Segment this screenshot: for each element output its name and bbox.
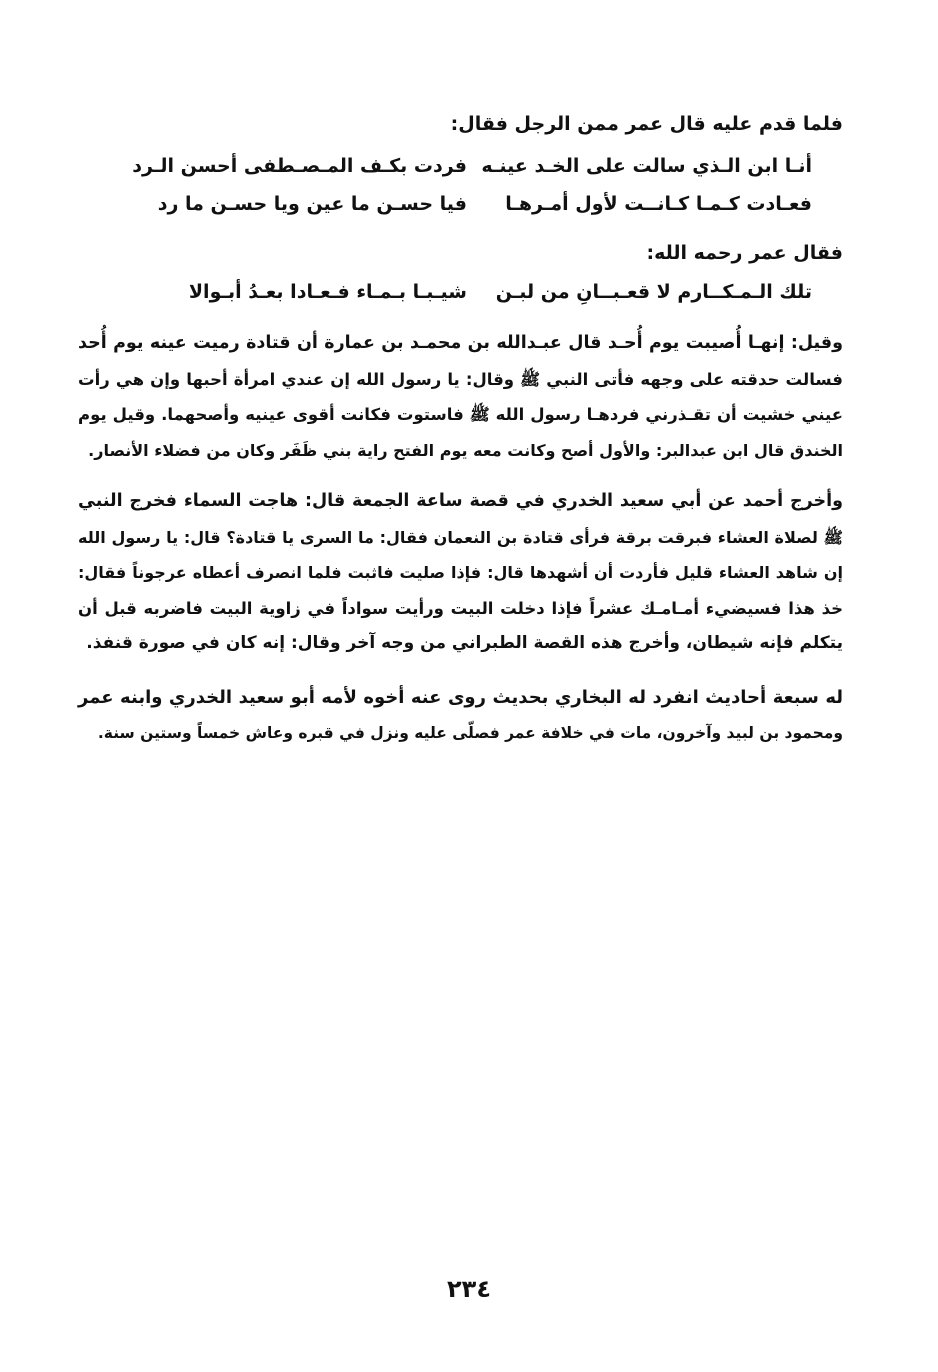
verse-first-hemistich: فعـادت كـمـا كـانــت لأول أمـرهـا: [505, 193, 812, 215]
text-line: فقال عمر رحمه الله:: [646, 242, 843, 264]
text-line: الخندق قال ابن عبدالبر: والأول أصح وكانت معه يوم الفتح راية بني ظَفَر وكان من فضلاء الأنصار.: [88, 440, 843, 460]
text-line: خذ هذا فسيضيء أمـامـك عشراً فإذا دخلت البيت ورأيت سواداً في زاوية البيت فاضربه قبل أن: [78, 598, 843, 618]
text-line: وقيل: إنهـا أُصيبت يوم أُحـد قال عبـدالله بن محمـد بن عمارة أن قتادة رميت عينه يوم أُحد: [78, 333, 843, 353]
verse-second-hemistich: فيا حسـن ما عين ويا حسـن ما رد: [157, 193, 467, 215]
text-line: له سبعة أحاديث انفرد له البخاري بحديث روى عنه أخوه لأمه أبو سعيد الخدري وابنه عمر: [78, 687, 843, 708]
text-line: يتكلم فإنه شيطان، وأخرج هذه القصة الطبراني من وجه آخر وقال: إنه كان في صورة قنفذ.: [86, 633, 843, 653]
page-number: ٢٣٤: [447, 1275, 491, 1303]
paragraph-3: [78, 680, 843, 751]
text-line: ﷺ لصلاة العشاء فبرقت برقة فرأى قتادة بن النعمان فقال: ما السرى يا قتادة؟ قال: يا رسول الله: [78, 527, 843, 547]
text-line: عيني خشيت أن تقـذرني فردهـا رسول الله ﷺ فاستوت فكانت أقوى عينيه وأصحهما. وقيل يوم: [78, 405, 843, 424]
verse-second-hemistich: فردت بكـف المـصـطفى أحسن الـرد: [132, 155, 467, 177]
text-line: إن شاهد العشاء قليل فأردت أن أشهدها قال: فإذا صليت فاثبت فلما انصرف أعطاه عرجوناً فقال:: [78, 563, 843, 582]
paragraph-2: [78, 484, 843, 662]
text-line: فلما قدم عليه قال عمر ممن الرجل فقال:: [450, 113, 843, 135]
verse-first-hemistich: تلك الـمـكــارم لا قعـبــانِ من لبـن: [495, 281, 812, 303]
verse-second-hemistich: شيـبـا بـمـاء فـعـادا بعـدُ أبـوالا: [188, 281, 467, 303]
paragraph-1: [78, 326, 843, 468]
verse-first-hemistich: أنـا ابن الـذي سالت على الخـد عينـه: [481, 155, 812, 177]
text-line: فسالت حدقته على وجهه فأتى النبي ﷺ وقال: يا رسول الله إن عندي امرأة أحبها وإن هي رأت: [78, 369, 843, 389]
intro-line: [78, 107, 843, 143]
text-line: وأخرج أحمد عن أبي سعيد الخدري في قصة ساعة الجمعة قال: هاجت السماء فخرج النبي: [78, 491, 843, 511]
text-line: ومحمود بن لبيد وآخرون، مات في خلافة عمر فصلّى عليه ونزل في قبره وعاش خمساً وستين سنة.: [97, 723, 843, 742]
intro-line-2: [78, 236, 843, 272]
